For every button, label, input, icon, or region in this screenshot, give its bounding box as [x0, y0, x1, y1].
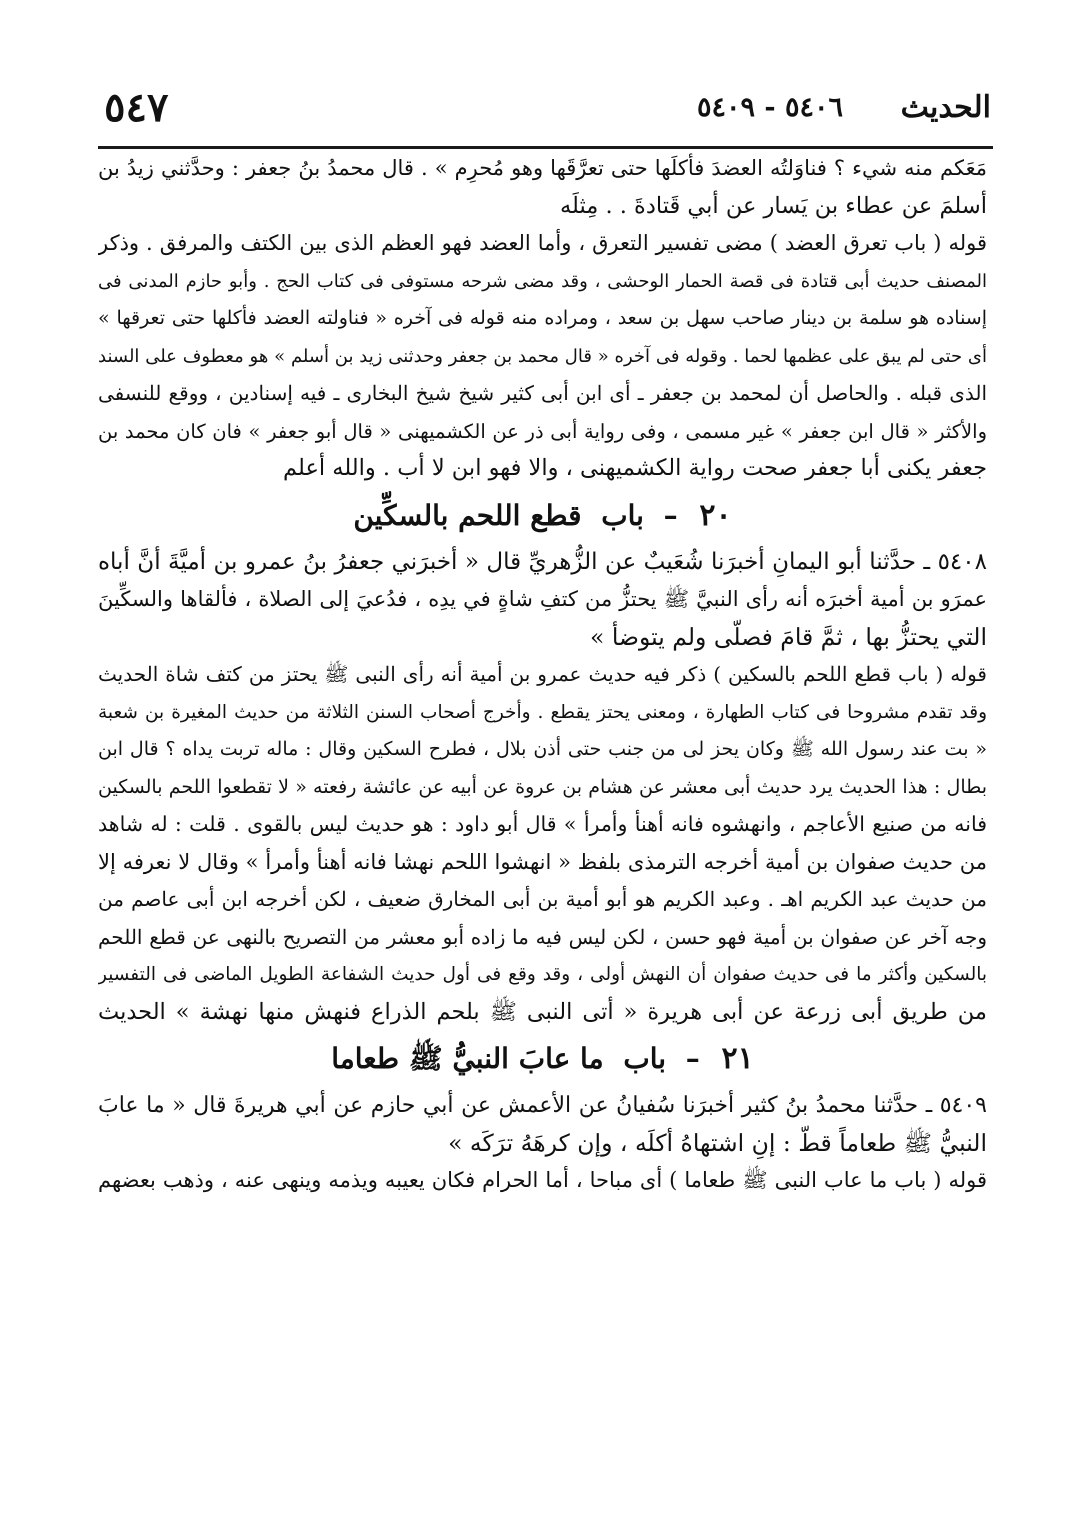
commentary-line: من حديث عبد الكريم اهـ . وعبد الكريم هو أبو أمية بن أبى المخارق ضعيف ، لكن أخرجه ابن أبى عاصم من — [98, 887, 987, 911]
commentary-line: جعفر يكنى أبا جعفر صحت رواية الكشميهنى ، والا فهو ابن لا أب . والله أعلم — [283, 455, 987, 481]
hadith-line: ٥٤٠٨ ـ حدَّثنا أبو اليمانِ أخبرَنا شُعَيبٌ عن الزُّهريِّ قال « أخبرَني جعفرُ بنُ عمرو بن أميَّةَ أنَّ أباه — [98, 548, 987, 575]
commentary-line: وقد تقدم مشروحا فى كتاب الطهارة ، ومعنى يحتز يقطع . وأخرج أصحاب السنن الثلاثة من حديث المغيرة بن شعبة — [98, 701, 987, 723]
commentary-line: إسناده هو سلمة بن دينار صاحب سهل بن سعد ، ومراده منه قوله فى آخره « فناولته العضد فأكلها حتى تعرقها » — [98, 307, 987, 329]
commentary-line: المصنف حديث أبى قتادة فى قصة الحمار الوحشى ، وقد مضى شرحه مستوفى فى كتاب الحج . وأبو حازم المدنى فى — [98, 270, 987, 292]
commentary-line: فانه من صنيع الأعاجم ، وانهشوه فانه أهنأ وأمرأ » قال أبو داود : هو حديث ليس بالقوى . قلت : له شاهد — [98, 812, 987, 836]
commentary-line: وجه آخر عن صفوان بن أمية فهو حسن ، لكن ليس فيه ما زاده أبو معشر من التصريح بالنهى عن قطع اللحم — [98, 924, 987, 949]
commentary-line: « بت عند رسول الله ﷺ وكان يحز لى من جنب حتى أذن بلال ، فطرح السكين وقال : ماله تربت يداه ؟ قال ابن — [98, 738, 987, 760]
header-rule — [98, 146, 993, 149]
commentary-line: قوله ( باب ما عاب النبى ﷺ طعاما ) أى مباحا ، أما الحرام فكان يعيبه ويذمه وينهى عنه ، وذهب بعضهم — [98, 1168, 987, 1192]
page-header — [100, 82, 991, 138]
commentary-line: بطال : هذا الحديث يرد حديث أبى معشر عن هشام بن عروة عن أبيه عن عائشة رفعته « لا تقطعوا اللحم بالسكين — [98, 775, 987, 798]
chapter-number: ٢١ — [721, 1041, 754, 1076]
hadith-line: النبيُّ ﷺ طعاماً قطُّ : إنِ اشتهاهُ أكلَه ، وإن كرهَهُ ترَكَه » — [448, 1128, 987, 1157]
text-line: مَعَكم منه شيء ؟ فناوَلتُه العضدَ فأكلَها حتى تعرَّقَها وهو مُحرِم » . قال محمدُ بنُ جعفر : وحدَّثني زيدُ بن — [98, 156, 987, 180]
commentary-line: من حديث صفوان بن أمية أخرجه الترمذى بلفظ « انهشوا اللحم نهشا فانه أهنأ وأمرأ » وقال لا نعرفه إلا — [98, 849, 987, 874]
commentary-line: قوله ( باب تعرق العضد ) مضى تفسير التعرق ، وأما العضد فهو العظم الذى بين الكتف والمرفق . وذكر — [98, 231, 987, 255]
hadith-line: التي يحتزُّ بها ، ثمَّ قامَ فصلَّى ولم يتوضأ » — [590, 622, 987, 651]
page-number: ٥٤٧ — [104, 84, 169, 131]
chapter-word: باب — [623, 1042, 667, 1075]
commentary-line: بالسكين وأكثر ما فى حديث صفوان أن النهش أولى ، وقد وقع فى أول حديث الشفاعة الطويل الماضى فى التفسير — [98, 964, 987, 985]
chapter-heading: ٢٠ – باب قطع اللحم بالسكِّين — [353, 497, 732, 533]
chapter-word: باب — [601, 498, 644, 532]
running-title: الحديث — [900, 90, 991, 125]
hadith-line: ٥٤٠٩ ـ حدَّثنا محمدُ بنُ كثير أخبرَنا سُفيانُ عن الأعمش عن أبي حازم عن أبي هريرةَ قال « ما عابَ — [98, 1093, 987, 1118]
commentary-line: قوله ( باب قطع اللحم بالسكين ) ذكر فيه حديث عمرو بن أمية أنه رأى النبى ﷺ يحتز من كتف شاة الحديث — [98, 662, 987, 686]
commentary-line: والأكثر « قال ابن جعفر » غير مسمى ، وفى رواية أبى ذر عن الكشميهنى « قال أبو جعفر » فان كان محمد بن — [98, 419, 987, 443]
chapter-title: ما عابَ النبيُّ ﷺ طعاما — [331, 1042, 604, 1075]
commentary-line: أى حتى لم يبق على عظمها لحما . وقوله فى آخره « قال محمد بن جعفر وحدثنى زيد بن أسلم » هو معطوف على السند — [98, 345, 987, 367]
page-body — [98, 150, 987, 1200]
commentary-line: من طريق أبى زرعة عن أبى هريرة « أتى النبى ﷺ بلحم الذراع فنهش منها نهشة » الحديث — [98, 998, 987, 1025]
hadith-line: عمرَو بن أمية أخبرَه أنه رأى النبيَّ ﷺ يحتزُّ من كتفِ شاةٍ في يدِه ، فدُعيَ إلى الصلاة ، فألقاها والسكِّينَ — [98, 587, 987, 611]
chapter-heading: ٢١ – باب ما عابَ النبيُّ ﷺ طعاما — [331, 1041, 754, 1076]
text-line: أسلمَ عن عطاء بن يَسار عن أبي قَتادةَ . . مِثلَه — [559, 192, 987, 219]
chapter-title: قطع اللحم بالسكِّين — [353, 498, 582, 532]
hadith-range: ٥٤٠٦ - ٥٤٠٩ — [696, 92, 843, 123]
chapter-number: ٢٠ — [699, 497, 732, 533]
commentary-line: الذى قبله . والحاصل أن لمحمد بن جعفر ـ أى ابن أبى كثير شيخ شيخ البخارى ـ فيه إسنادين ، ووقع للنسفى — [98, 381, 987, 405]
